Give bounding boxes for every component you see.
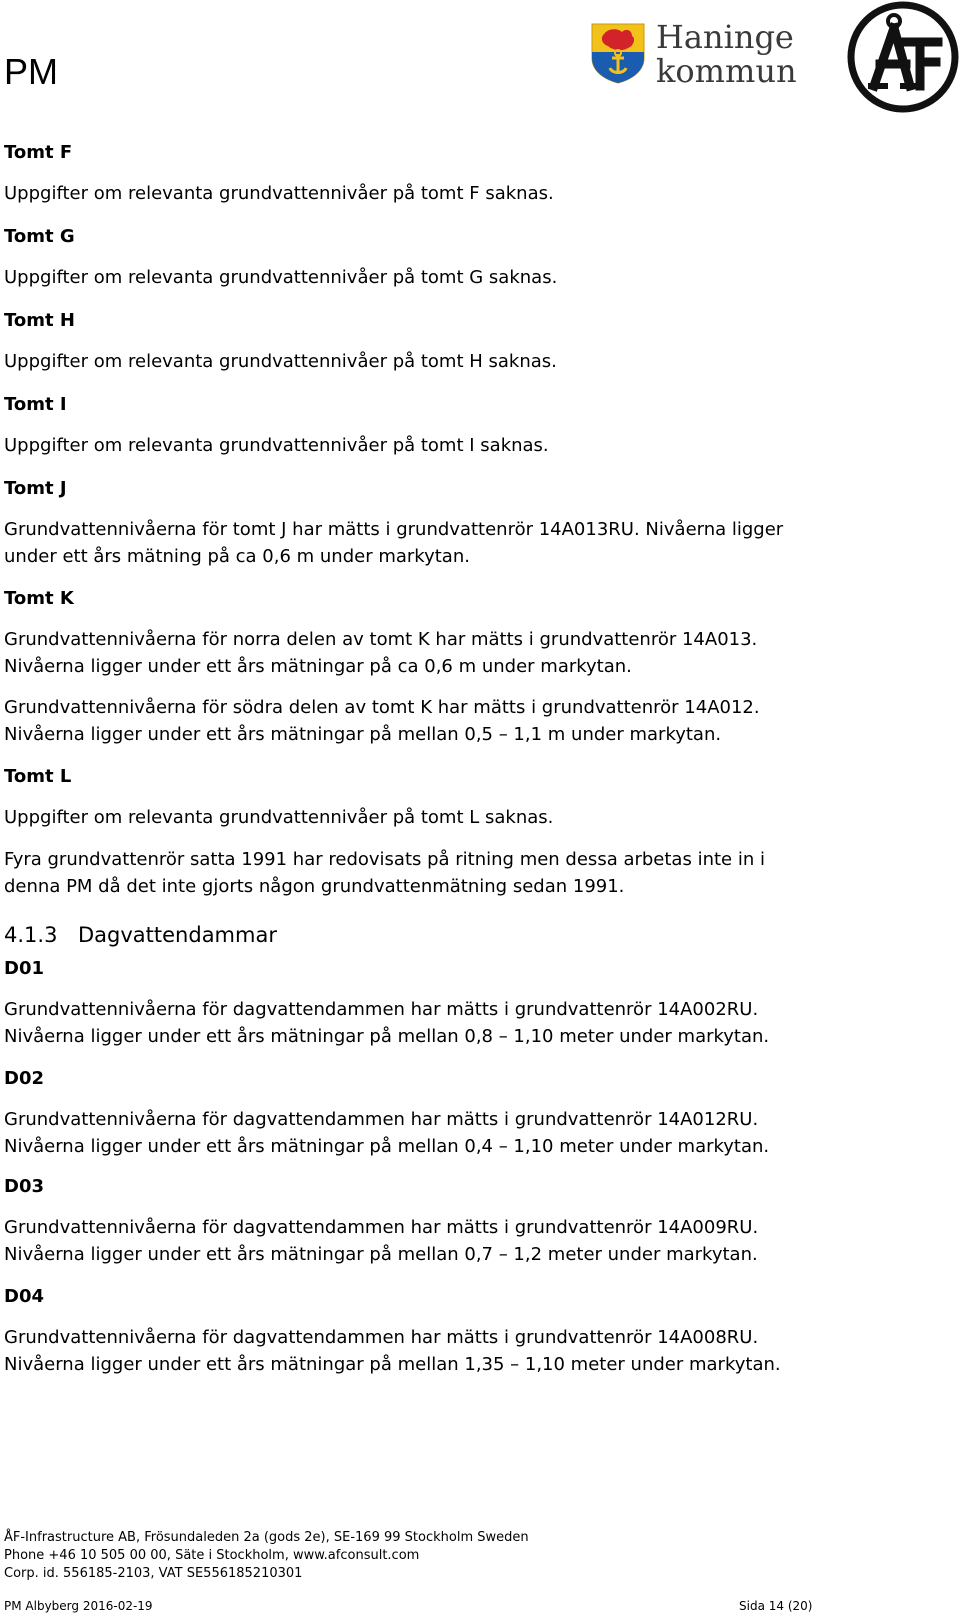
- haninge-kommun-logo: [590, 18, 800, 94]
- paragraph-tomt-h: Uppgifter om relevanta grundvattennivåer på tomt H saknas.: [4, 351, 557, 372]
- document-type-label: PM: [4, 51, 58, 92]
- paragraph-tomt-l: Uppgifter om relevanta grundvattennivåer på tomt L saknas.: [4, 807, 554, 828]
- subsection-number: 4.1.3: [4, 923, 58, 947]
- heading-tomt-h: Tomt H: [4, 310, 75, 331]
- paragraph-tomt-g: Uppgifter om relevanta grundvattennivåer på tomt G saknas.: [4, 267, 558, 288]
- document-reference: PM Albyberg 2016-02-19: [4, 1599, 153, 1613]
- heading-d03: D03: [4, 1176, 44, 1197]
- heading-tomt-g: Tomt G: [4, 226, 75, 247]
- heading-tomt-l: Tomt L: [4, 766, 72, 787]
- paragraph-d02: Grundvattennivåerna för dagvattendammen har mätts i grundvattenrör 14A012RU. Nivåerna ligger under ett års mätningar på mellan 0,4 – 1,10 meter under markytan.: [4, 1109, 770, 1157]
- paragraph-tomt-k-south: Grundvattennivåerna för södra delen av tomt K har mätts i grundvattenrör 14A012. Nivåerna ligger under ett års mätningar på mellan 0,5 – 1,1 m under markytan.: [4, 697, 760, 745]
- heading-tomt-j: Tomt J: [4, 478, 67, 499]
- paragraph-tomt-k-north: Grundvattennivåerna för norra delen av tomt K har mätts i grundvattenrör 14A013. Nivåerna ligger under ett års mätningar på ca 0,6 m under markytan.: [4, 629, 758, 677]
- heading-d04: D04: [4, 1286, 44, 1307]
- paragraph-tomt-j: Grundvattennivåerna för tomt J har mätts i grundvattenrör 14A013RU. Nivåerna ligger under ett års mätning på ca 0,6 m under markytan.: [4, 519, 784, 567]
- haninge-logo-text: Haninge kommun: [656, 18, 797, 90]
- subsection-heading: [4, 922, 924, 948]
- paragraph-d04: Grundvattennivåerna för dagvattendammen har mätts i grundvattenrör 14A008RU. Nivåerna ligger under ett års mätningar på mellan 1,35 – 1,10 meter under markytan.: [4, 1327, 781, 1375]
- footer-address: ÅF-Infrastructure AB, Frösundaleden 2a (gods 2e), SE-169 99 Stockholm Sweden: [4, 1530, 529, 1545]
- af-logo-icon: [846, 0, 960, 114]
- paragraph-d01: Grundvattennivåerna för dagvattendammen har mätts i grundvattenrör 14A002RU. Nivåerna ligger under ett års mätningar på mellan 0,8 – 1,10 meter under markytan.: [4, 999, 770, 1047]
- company-footer: [4, 1529, 529, 1583]
- paragraph-tomt-i: Uppgifter om relevanta grundvattennivåer på tomt I saknas.: [4, 435, 549, 456]
- subsection-title: Dagvattendammar: [78, 923, 277, 947]
- heading-d01: D01: [4, 958, 44, 979]
- page-number: Sida 14 (20): [739, 1599, 813, 1613]
- paragraph-d03: Grundvattennivåerna för dagvattendammen har mätts i grundvattenrör 14A009RU. Nivåerna ligger under ett års mätningar på mellan 0,7 – 1,2 meter under markytan.: [4, 1217, 759, 1265]
- footer-corp-id: Corp. id. 556185-2103, VAT SE556185210301: [4, 1566, 303, 1581]
- paragraph-tomt-f: Uppgifter om relevanta grundvattennivåer på tomt F saknas.: [4, 183, 554, 204]
- heading-tomt-i: Tomt I: [4, 394, 67, 415]
- footer-contact: Phone +46 10 505 00 00, Säte i Stockholm, www.afconsult.com: [4, 1548, 420, 1563]
- heading-tomt-k: Tomt K: [4, 588, 74, 609]
- coat-of-arms-icon: [590, 22, 646, 84]
- paragraph-tomt-l-note: Fyra grundvattenrör satta 1991 har redovisats på ritning men dessa arbetas inte in i denna PM då det inte gjorts någon grundvattenmätning sedan 1991.: [4, 849, 765, 897]
- heading-d02: D02: [4, 1068, 44, 1089]
- heading-tomt-f: Tomt F: [4, 142, 73, 163]
